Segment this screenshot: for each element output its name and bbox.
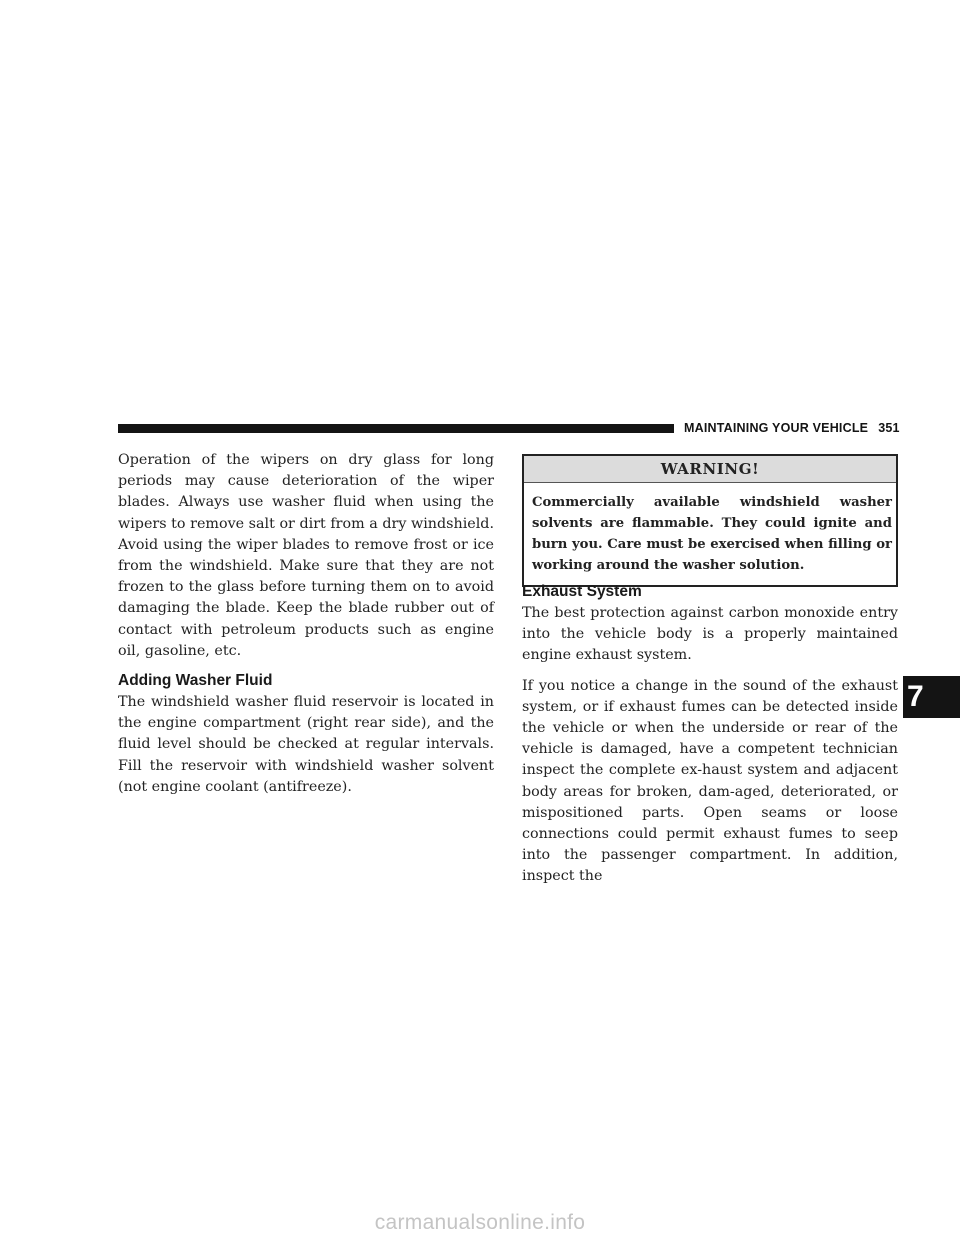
header-rule <box>118 424 674 433</box>
chapter-tab: 7 <box>903 676 960 718</box>
watermark: carmanualsonline.info <box>374 1211 586 1234</box>
wiper-care-paragraph: Operation of the wipers on dry glass for long periods may cause deterioration of the wiper blades. Always use washer fluid when using the wipers to remove salt or dirt from a dry windshield. Avoid using the wiper blades to remove frost or ice from the windshield. Make sure that they are not frozen to the glass before turning them on to avoid damaging the blade. Keep the blade rubber out of contact with petroleum products such as engine oil, gasoline, etc. <box>118 452 494 659</box>
warning-box <box>522 454 898 587</box>
left-column <box>118 450 494 807</box>
exhaust-system-heading: Exhaust System <box>522 583 642 600</box>
section-title: MAINTAINING YOUR VEHICLE <box>684 421 869 435</box>
running-header <box>684 421 900 435</box>
washer-fluid-paragraph: The windshield washer fluid reservoir is located in the engine compartment (right rear side), and the fluid level should be checked at regular intervals. Fill the reservoir with windshield washer solvent (not engine coolant (antifreeze). <box>118 694 494 795</box>
warning-text: Commercially available windshield washer solvents are flammable. They could ignite and burn you. Care must be exercised when filling or working around the washer solution. <box>532 495 892 573</box>
adding-washer-fluid-heading: Adding Washer Fluid <box>118 672 273 690</box>
page-number: 351 <box>878 421 900 435</box>
warning-title: WARNING! <box>524 456 896 483</box>
exhaust-paragraph-1: The best protection against carbon monoxide entry into the vehicle body is a properly maintained engine exhaust system. <box>522 605 898 664</box>
right-column <box>522 582 898 897</box>
exhaust-paragraph-2: If you notice a change in the sound of the exhaust system, or if exhaust fumes can be detected inside the vehicle or when the underside or rear of the vehicle is damaged, have a competent technician inspect the complete ex-haust system and adjacent body areas for broken, dam-aged, deteriorated, or mispositioned parts. Open seams or loose connections could permit exhaust fumes to seep into the passenger compartment. In addition, inspect the <box>522 677 898 885</box>
